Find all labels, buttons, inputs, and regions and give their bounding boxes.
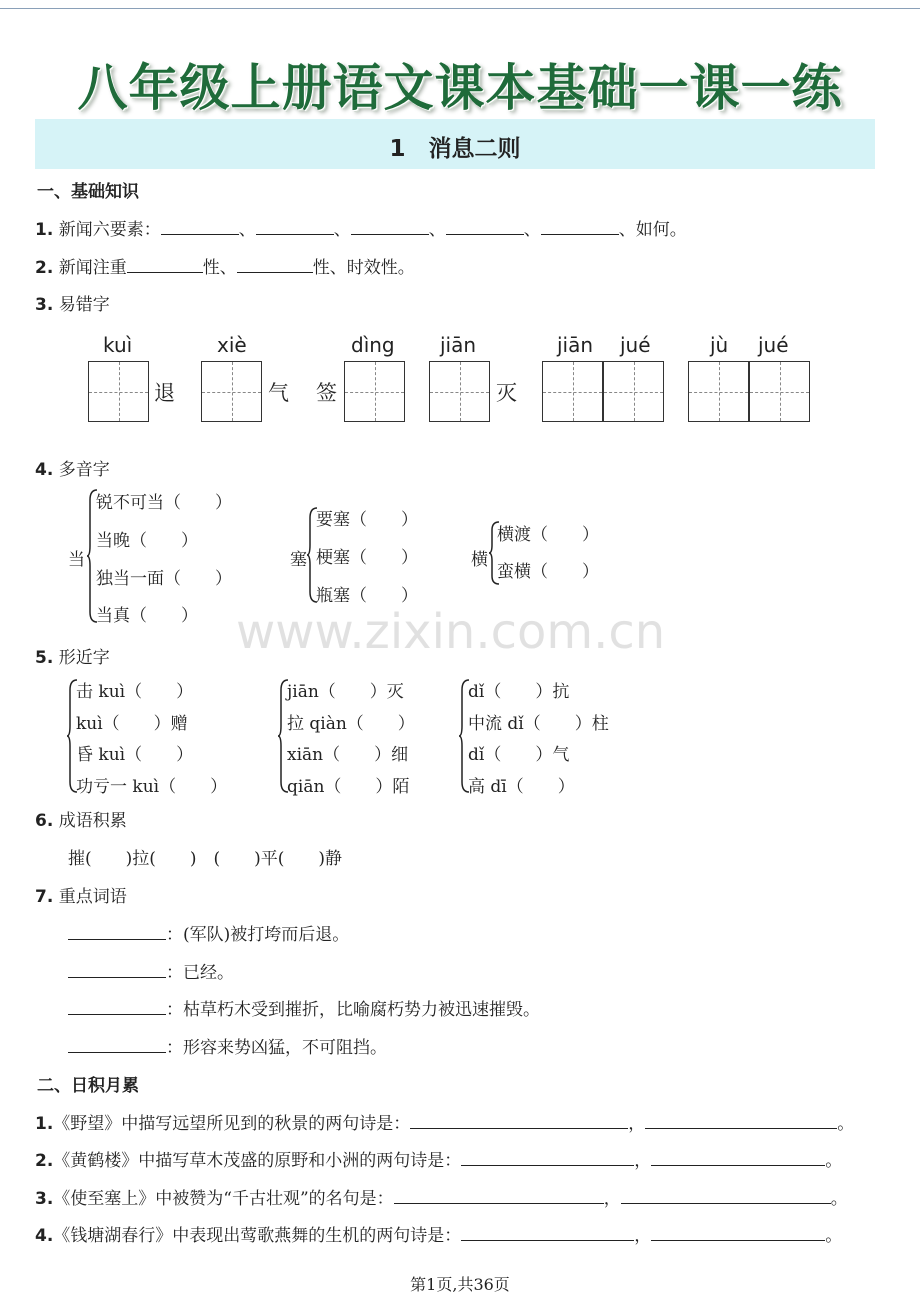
list-item: qiān（ ）陌 (287, 777, 410, 797)
list-item: 当真（ ） (96, 606, 198, 626)
answer-blank[interactable] (651, 1226, 825, 1241)
answer-blank[interactable] (621, 1189, 831, 1204)
list-item: dǐ（ ）气 (468, 745, 570, 765)
poem-question: 3.《使至塞上》中被赞为“千古壮观”的名句是： ， 。 (35, 1189, 848, 1209)
page-footer: 第1页,共36页 (410, 1275, 510, 1294)
pinyin-label: kuì (103, 333, 133, 357)
pinyin-label: jiān (557, 333, 594, 357)
answer-blank[interactable] (68, 925, 166, 940)
answer-blank[interactable] (237, 258, 313, 273)
list-item: 当晚（ ） (96, 531, 198, 551)
top-rule (0, 8, 920, 9)
pinyin-label: xiè (217, 333, 247, 357)
polyphone-head: 横 (471, 550, 488, 570)
given-character: 气 (268, 381, 289, 405)
poem-question: 1.《野望》中描写远望所见到的秋景的两句诗是： ， 。 (35, 1114, 855, 1134)
answer-blank[interactable] (645, 1114, 837, 1129)
writing-grid-box[interactable] (88, 361, 149, 422)
answer-blank[interactable] (68, 1000, 166, 1015)
list-item: 梗塞（ ） (316, 548, 418, 568)
answer-blank[interactable] (161, 220, 239, 235)
given-character: 退 (154, 381, 175, 405)
section-basic-knowledge: 一、基础知识 (37, 182, 139, 202)
answer-blank[interactable] (651, 1151, 825, 1166)
writing-grid-box[interactable] (542, 361, 603, 422)
list-item: 横渡（ ） (497, 525, 599, 545)
pinyin-label: dìng (351, 333, 395, 357)
writing-grid-box[interactable] (749, 361, 810, 422)
question-5: 5. 形近字 (35, 648, 110, 668)
list-item: dǐ（ ）抗 (468, 682, 570, 702)
list-item: 拉 qiàn（ ） (287, 714, 415, 734)
vocab-item: ：枯草朽木受到摧折，比喻腐朽势力被迅速摧毁。 (68, 995, 540, 1020)
question-2: 2. 新闻注重 性、 性、时效性。 (35, 258, 415, 278)
idiom-fill-line[interactable]: 摧( )拉( ) ( )平( )静 (68, 849, 343, 869)
answer-blank[interactable] (394, 1189, 604, 1204)
pinyin-label: jué (620, 333, 651, 357)
pinyin-label: jué (758, 333, 789, 357)
page-title: 八年级上册语文课本基础一课一练 (77, 59, 843, 117)
given-character: 灭 (496, 381, 517, 405)
section-accumulation: 二、日积月累 (37, 1076, 139, 1096)
writing-grid-box[interactable] (201, 361, 262, 422)
watermark: www.zixin.com.cn (236, 604, 666, 660)
writing-grid-box[interactable] (344, 361, 405, 422)
list-item: 独当一面（ ） (96, 569, 232, 589)
pinyin-label: jiān (440, 333, 477, 357)
vocab-item: ：已经。 (68, 958, 234, 983)
list-item: 击 kuì（ ） (76, 682, 194, 702)
list-item: 功亏一 kuì（ ） (76, 777, 228, 797)
answer-blank[interactable] (351, 220, 429, 235)
writing-grid-box[interactable] (603, 361, 664, 422)
writing-grid-box[interactable] (688, 361, 749, 422)
answer-blank[interactable] (461, 1226, 634, 1241)
polyphone-head: 当 (68, 550, 85, 570)
answer-blank[interactable] (446, 220, 524, 235)
list-item: jiān（ ）灭 (287, 682, 404, 702)
list-item: 要塞（ ） (316, 510, 418, 530)
polyphone-head: 塞 (290, 550, 307, 570)
answer-blank[interactable] (541, 220, 619, 235)
answer-blank[interactable] (410, 1114, 628, 1129)
list-item: kuì（ ）赠 (76, 714, 188, 734)
poem-question: 4.《钱塘湖春行》中表现出莺歌燕舞的生机的两句诗是： ， 。 (35, 1226, 843, 1246)
answer-blank[interactable] (461, 1151, 634, 1166)
list-item: 锐不可当（ ） (96, 493, 232, 513)
writing-grid-box[interactable] (429, 361, 490, 422)
list-item: xiān（ ）细 (287, 745, 409, 765)
poem-question: 2.《黄鹤楼》中描写草木茂盛的原野和小洲的两句诗是： ， 。 (35, 1151, 843, 1171)
list-item: 中流 dǐ（ ）柱 (468, 714, 609, 734)
list-item: 蛮横（ ） (497, 562, 599, 582)
question-3: 3. 易错字 (35, 295, 110, 315)
list-item: 昏 kuì（ ） (76, 745, 194, 765)
question-4: 4. 多音字 (35, 460, 110, 480)
answer-blank[interactable] (127, 258, 203, 273)
list-item: 瓶塞（ ） (316, 586, 418, 606)
list-item: 高 dī（ ） (468, 777, 575, 797)
answer-blank[interactable] (68, 1038, 166, 1053)
lesson-title: 1 消息二则 (389, 136, 521, 162)
pinyin-label: jù (710, 333, 729, 357)
given-character: 签 (316, 381, 337, 405)
question-6: 6. 成语积累 (35, 811, 127, 831)
vocab-item: ：(军队)被打垮而后退。 (68, 920, 349, 945)
answer-blank[interactable] (68, 963, 166, 978)
answer-blank[interactable] (256, 220, 334, 235)
lesson-banner (35, 119, 875, 169)
vocab-item: ：形容来势凶猛，不可阻挡。 (68, 1033, 387, 1058)
question-7: 7. 重点词语 (35, 887, 127, 907)
question-1: 1. 新闻六要素： 、 、 、 、 、如何。 (35, 220, 687, 240)
